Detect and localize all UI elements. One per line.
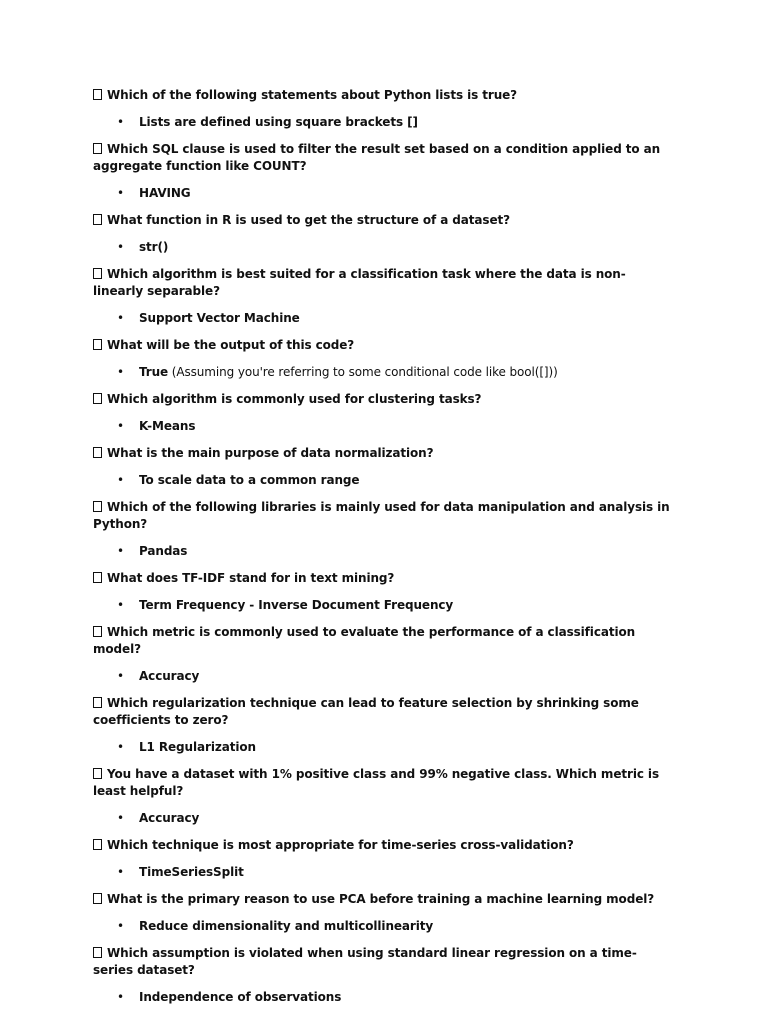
answer-text: Reduce dimensionality and multicollinearity (139, 919, 434, 933)
qa-item (93, 891, 673, 935)
question-text: What does TF-IDF stand for in text mining? (107, 571, 395, 585)
question-marker-icon (93, 893, 102, 904)
answer (117, 668, 673, 685)
answer-text: Pandas (139, 544, 188, 558)
bullet-icon: • (117, 598, 124, 612)
qa-item (93, 391, 673, 435)
answer (117, 239, 673, 256)
answer (117, 364, 673, 381)
answer (117, 185, 673, 202)
question-marker-icon (93, 947, 102, 958)
answer-text: True (139, 365, 169, 379)
question-marker-icon (93, 626, 102, 637)
answer (117, 597, 673, 614)
qa-item (93, 445, 673, 489)
question (93, 212, 673, 229)
answer-text: TimeSeriesSplit (139, 865, 244, 879)
answer (117, 989, 673, 1006)
answer-note: (Assuming you're referring to some conditional code like bool([])) (168, 365, 558, 379)
qa-item (93, 570, 673, 614)
bullet-icon: • (117, 990, 124, 1004)
qa-item (93, 141, 673, 202)
answer-text: Accuracy (139, 669, 200, 683)
answer-text: Accuracy (139, 811, 200, 825)
question-text: Which technique is most appropriate for time-series cross-validation? (107, 838, 574, 852)
question-text: What is the main purpose of data normalization? (107, 446, 434, 460)
bullet-icon: • (117, 865, 124, 879)
qa-item (93, 266, 673, 327)
answer (117, 543, 673, 560)
answer (117, 739, 673, 756)
answer-text: HAVING (139, 186, 191, 200)
bullet-icon: • (117, 419, 124, 433)
answer-text: Independence of observations (139, 990, 342, 1004)
answer (117, 864, 673, 881)
question-marker-icon (93, 501, 102, 512)
answer-text: L1 Regularization (139, 740, 256, 754)
question-marker-icon (93, 447, 102, 458)
question-marker-icon (93, 572, 102, 583)
bullet-icon: • (117, 811, 124, 825)
answer (117, 114, 673, 131)
bullet-icon: • (117, 311, 124, 325)
answer (117, 472, 673, 489)
question-text: Which of the following libraries is mainly used for data manipulation and analysis in Python? (93, 500, 670, 531)
question-marker-icon (93, 839, 102, 850)
question (93, 337, 673, 354)
qa-item (93, 337, 673, 381)
question (93, 695, 673, 729)
bullet-icon: • (117, 473, 124, 487)
answer-text: To scale data to a common range (139, 473, 360, 487)
answer (117, 918, 673, 935)
question-text: Which algorithm is commonly used for clustering tasks? (107, 392, 482, 406)
question-text: What is the primary reason to use PCA before training a machine learning model? (107, 892, 655, 906)
bullet-icon: • (117, 544, 124, 558)
answer-text: str() (139, 240, 169, 254)
question (93, 570, 673, 587)
answer (117, 418, 673, 435)
answer (117, 310, 673, 327)
bullet-icon: • (117, 115, 124, 129)
question-marker-icon (93, 697, 102, 708)
question-marker-icon (93, 393, 102, 404)
question-marker-icon (93, 339, 102, 350)
question-marker-icon (93, 768, 102, 779)
question (93, 624, 673, 658)
question-marker-icon (93, 214, 102, 225)
bullet-icon: • (117, 365, 124, 379)
qa-item (93, 837, 673, 881)
question-text: What will be the output of this code? (107, 338, 355, 352)
qa-item (93, 695, 673, 756)
question (93, 499, 673, 533)
bullet-icon: • (117, 740, 124, 754)
answer-text: K-Means (139, 419, 196, 433)
question-answer-list (93, 87, 673, 1016)
question-text: Which regularization technique can lead to feature selection by shrinking some coefficients to zero? (93, 696, 639, 727)
question (93, 391, 673, 408)
answer-text: Support Vector Machine (139, 311, 300, 325)
question (93, 445, 673, 462)
question-text: Which assumption is violated when using standard linear regression on a time-series dataset? (93, 946, 637, 977)
qa-item (93, 87, 673, 131)
bullet-icon: • (117, 669, 124, 683)
bullet-icon: • (117, 240, 124, 254)
question-marker-icon (93, 268, 102, 279)
qa-item (93, 499, 673, 560)
question-marker-icon (93, 89, 102, 100)
question (93, 141, 673, 175)
qa-item (93, 766, 673, 827)
question (93, 945, 673, 979)
question-marker-icon (93, 143, 102, 154)
answer-text: Term Frequency - Inverse Document Frequency (139, 598, 454, 612)
answer-text: Lists are defined using square brackets [] (139, 115, 418, 129)
qa-item (93, 624, 673, 685)
question (93, 766, 673, 800)
question (93, 266, 673, 300)
question (93, 891, 673, 908)
question (93, 87, 673, 104)
question-text: What function in R is used to get the structure of a dataset? (107, 213, 510, 227)
question-text: Which SQL clause is used to filter the result set based on a condition applied to an aggregate function like COUNT? (93, 142, 661, 173)
answer (117, 810, 673, 827)
question-text: Which of the following statements about Python lists is true? (107, 88, 518, 102)
bullet-icon: • (117, 919, 124, 933)
question (93, 837, 673, 854)
bullet-icon: • (117, 186, 124, 200)
question-text: Which algorithm is best suited for a classification task where the data is non-linearly separable? (93, 267, 626, 298)
qa-item (93, 945, 673, 1006)
question-text: Which metric is commonly used to evaluate the performance of a classification model? (93, 625, 636, 656)
qa-item (93, 212, 673, 256)
question-text: You have a dataset with 1% positive class and 99% negative class. Which metric is least helpful? (93, 767, 659, 798)
